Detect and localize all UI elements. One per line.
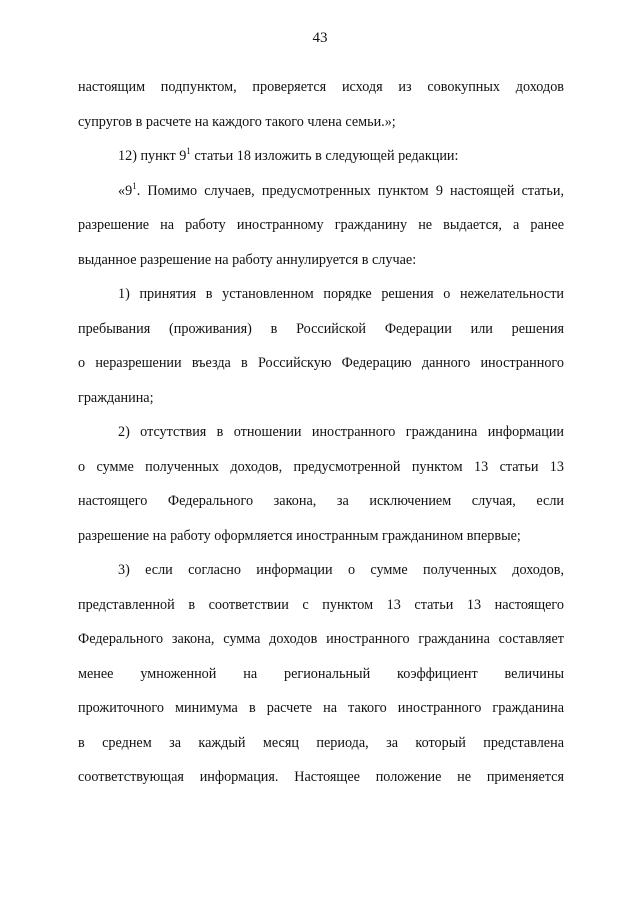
page-number: 43 [312, 30, 328, 46]
text-line: 2) отсутствия в отношении иностранного гражданина информации [118, 424, 564, 440]
text-line: 12) пункт $9^1$ статьи 18 изложить в следующей редакции: [118, 146, 459, 164]
text-line: соответствующая информация. Настоящее положение не применяется [78, 769, 564, 785]
text-line: пребывания (проживания) в Российской Федерации или решения [78, 320, 564, 337]
text-line: 1) принятия в установленном порядке решения о нежелательности [118, 286, 564, 302]
text-line: супругов в расчете на каждого такого члена семьи.»; [78, 113, 396, 130]
text-line: гражданина; [78, 389, 154, 406]
text-line: настоящим подпунктом, проверяется исходя из совокупных доходов [78, 79, 564, 95]
text-line: прожиточного минимума в расчете на такого иностранного гражданина [78, 700, 564, 716]
text-line: о неразрешении въезда в Российскую Федерацию данного иностранного [78, 355, 564, 371]
superscript-one: 1 [132, 180, 137, 191]
text-line: 3) если согласно информации о сумме полученных доходов, [118, 562, 564, 578]
text-line: в среднем за каждый месяц периода, за который представлена [78, 734, 564, 751]
text-line: «$9^1$. Помимо случаев, предусмотренных пунктом 9 настоящей статьи, [118, 180, 564, 199]
text-line: Федерального закона, сумма доходов иностранного гражданина составляет [78, 631, 564, 647]
text-line: выданное разрешение на работу аннулируется в случае: [78, 251, 417, 268]
text-line: представленной в соответствии с пунктом 13 статьи 13 настоящего [78, 596, 564, 613]
superscript-one: 1 [186, 146, 191, 156]
text-line: настоящего Федерального закона, за исключением случая, если [78, 493, 564, 509]
text-line: менее умноженной на региональный коэффициент величины [78, 665, 564, 682]
text-line: о сумме полученных доходов, предусмотренной пунктом 13 статьи 13 [78, 458, 564, 475]
document-body [78, 70, 564, 795]
text-line: разрешение на работу оформляется иностранным гражданином впервые; [78, 527, 521, 544]
text-line: разрешение на работу иностранному гражданину не выдается, а ранее [78, 217, 564, 233]
